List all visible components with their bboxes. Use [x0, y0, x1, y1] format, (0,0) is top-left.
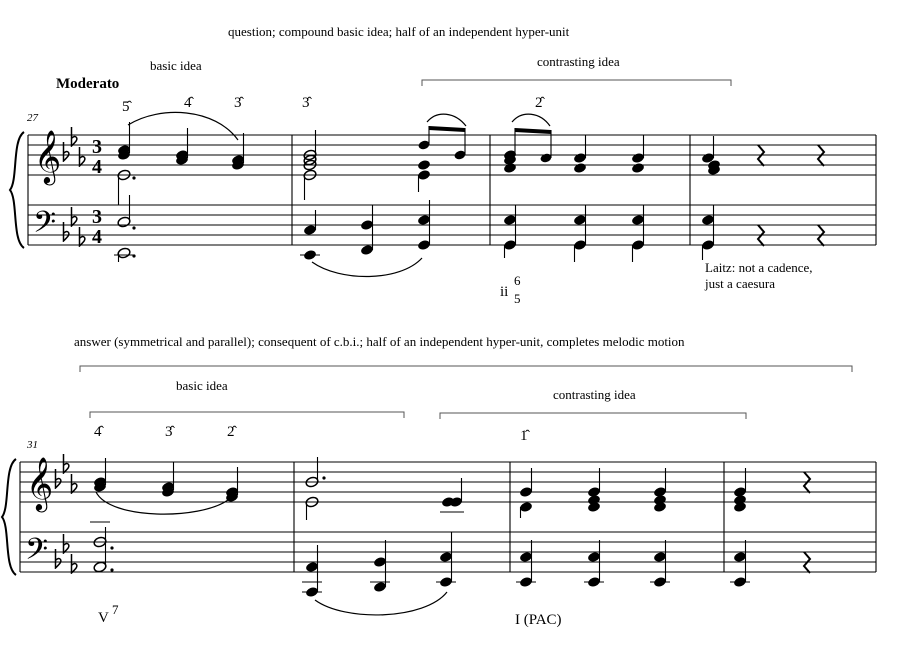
s2-basic-idea-label: basic idea [176, 378, 228, 393]
s2-key-flat-icon [72, 474, 77, 493]
s1-bass-staff [28, 205, 876, 245]
s1-key-flat-icon [72, 207, 77, 226]
s1-m29-notes [503, 114, 645, 262]
roman-numeral-v-sup: 7 [112, 602, 119, 617]
roman-numeral-ii-upper: 6 [514, 273, 521, 288]
scale-degree-2-s2: 2̂ [227, 424, 235, 440]
s1-brace [10, 132, 24, 248]
scale-degree-2: 2̂ [535, 95, 543, 111]
roman-numeral-ii: ii [500, 284, 509, 300]
system2-header: answer (symmetrical and parallel); consequent of c.b.i.; half of an independent hyper-unit, completes melodic motion [74, 334, 685, 349]
s2-m33-notes [516, 468, 670, 588]
scale-degree-4-s2: 4̂ [94, 424, 102, 440]
roman-numeral-v: V [98, 610, 109, 626]
s2-m34-notes [730, 468, 750, 588]
s2-treble-staff [20, 462, 876, 502]
scale-degree-4: 4̂ [184, 95, 192, 111]
s1-treble-clef-icon: 𝄞 [34, 131, 62, 182]
scale-degree-3: 3̂ [234, 95, 242, 111]
s2-bass-staff [20, 532, 876, 572]
roman-numeral-i-pac: I (PAC) [515, 612, 562, 628]
s1-m28-notes [300, 114, 467, 276]
s1-treble-staff [28, 135, 876, 175]
s1-bass-time-top: 3 [92, 206, 102, 228]
s2-treble-clef-icon: 𝄞 [26, 458, 54, 509]
s1-treble-time-bottom: 4 [92, 156, 102, 178]
s1-rests [758, 145, 824, 246]
laitz-note-line2: just a caesura [705, 276, 776, 291]
s2-key-flat-icon [64, 534, 69, 553]
s1-contrasting-idea-bracket [422, 80, 731, 86]
s1-basic-idea-label: basic idea [150, 58, 202, 73]
laitz-note-line1: Laitz: not a cadence, [705, 260, 813, 275]
s2-brace [2, 459, 16, 575]
scale-degree-5: 5̂ [122, 99, 130, 115]
measure-number-27: 27 [27, 112, 38, 124]
s2-rests [804, 472, 810, 573]
s2-key-flat-icon [72, 554, 77, 573]
s2-contrasting-idea-bracket [440, 413, 746, 419]
s2-m31-notes [90, 458, 239, 573]
s1-key-flat-icon [72, 127, 77, 146]
s1-key-flat-icon [80, 147, 85, 166]
s1-bass-clef-icon: 𝄢 [33, 206, 57, 246]
s1-key-flat-icon [80, 227, 85, 246]
s2-m32-notes [302, 457, 464, 615]
tempo-marking: Moderato [56, 76, 120, 92]
system1-header: question; compound basic idea; half of an independent hyper-unit [228, 24, 570, 39]
roman-numeral-ii-lower: 5 [514, 291, 521, 306]
s1-treble-time-top: 3 [92, 136, 102, 158]
scale-degree-3-s2: 3̂ [165, 424, 173, 440]
scale-degree-1-s2: 1̂ [520, 428, 528, 444]
measure-number-31: 31 [27, 439, 38, 451]
s2-answer-bracket [80, 366, 852, 372]
s1-bass-time-bottom: 4 [92, 226, 102, 248]
s2-contrasting-idea-label: contrasting idea [553, 387, 636, 402]
s1-contrasting-idea-label: contrasting idea [537, 54, 620, 69]
s2-bass-clef-icon: 𝄢 [25, 533, 49, 573]
s2-key-flat-icon [64, 454, 69, 473]
s2-basic-idea-bracket [90, 412, 404, 418]
scale-degree-3b: 3̂ [302, 95, 310, 111]
